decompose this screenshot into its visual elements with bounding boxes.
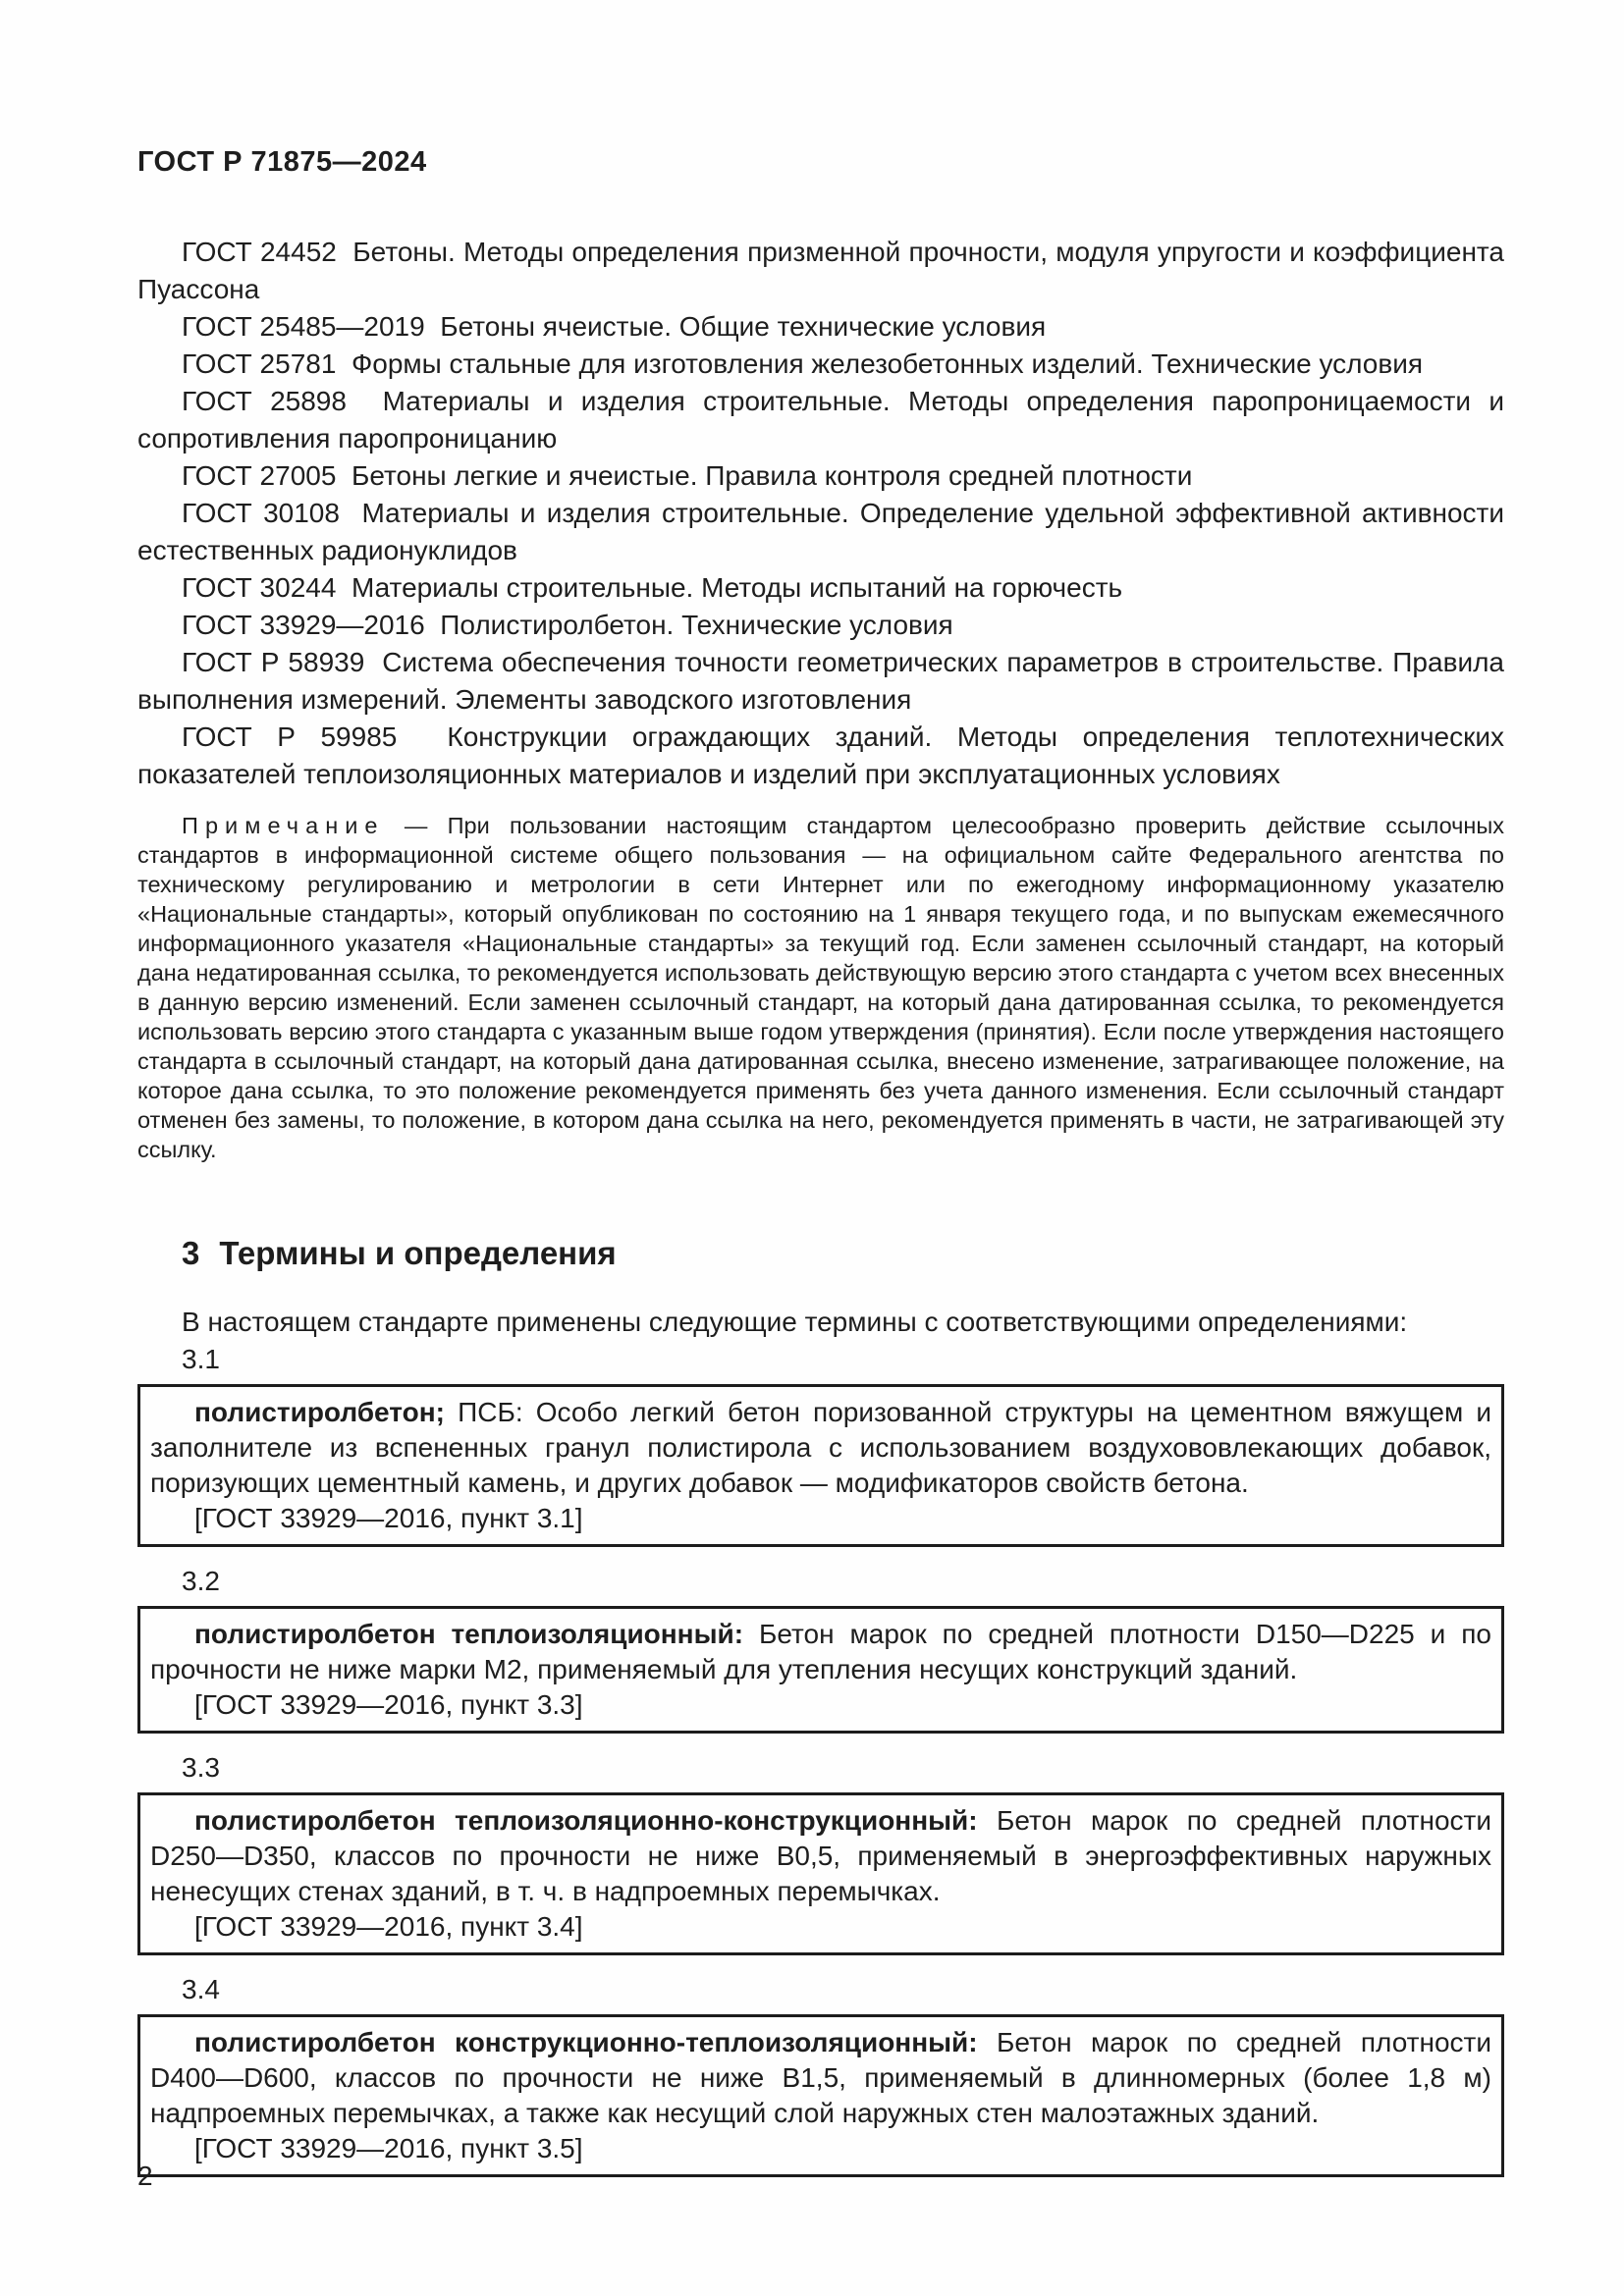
term-source: [ГОСТ 33929—2016, пункт 3.4] [194,1911,583,1942]
term-definition-box [137,1792,1504,1955]
note-label: Примечание [182,813,385,838]
term-definition-box [137,2014,1504,2177]
term-block [137,1341,1504,1547]
running-header: ГОСТ Р 71875—2024 [137,146,427,178]
term-block [137,1971,1504,2177]
term-text: Бетон марок по средней плотности D400—D600, классов по прочности не ниже В1,5, применяемый в длинномерных (более 1,8 м) надпроемных перемычках, а также как несущий слой наружных стен малоэтажных зданий. [150,2027,1491,2128]
term-definition [150,1395,1491,1501]
note-text: — При пользовании настоящим стандартом целесообразно проверить действие ссылочных стандартов в информационной системе общего пользования — на официальном сайте Федерального агентства по техническому регулированию и метрологии в сети Интернет или по ежегодному информационному указателю «Национальные стандарты», который опубликован по состоянию на 1 января текущего года, и по выпускам ежемесячного информационного указателя «Национальные стандарты» за текущий год. Если заменен ссылочный стандарт, на который дана недатированная ссылка, то рекомендуется использовать действующую версию этого стандарта с учетом всех внесенных в данную версию изменений. Если заменен ссылочный стандарт, на который дана датированная ссылка, то рекомендуется использовать версию этого стандарта с указанным выше годом утверждения (принятия). Если после утверждения настоящего стандарта в ссылочный стандарт, на который дана датированная ссылка, внесено изменение, затрагивающее положение, на которое дана ссылка, то это положение рекомендуется применять без учета данного изменения. Если ссылочный стандарт отменен без замены, то положение, в котором дана ссылка на него, рекомендуется применять в части, не затрагивающей эту ссылку. [137,813,1504,1162]
term-number: 3.4 [182,1974,220,2004]
term-definition [150,1803,1491,1909]
term-abbr: ПСБ: [444,1397,536,1427]
section-title: Термины и определения [219,1235,617,1271]
reference-item: ГОСТ Р 58939 Система обеспечения точности геометрических параметров в строительстве. Правила выполнения измерений. Элементы заводского изготовления [137,647,1504,715]
term-name: полистиролбетон конструкционно-теплоизоляционный: [194,2027,978,2057]
reference-item: ГОСТ 25781 Формы стальные для изготовления железобетонных изделий. Технические условия [182,348,1424,379]
term-name: полистиролбетон; [194,1397,445,1427]
reference-item: ГОСТ 25485—2019 Бетоны ячеистые. Общие технические условия [182,311,1047,342]
term-number: 3.1 [182,1344,220,1374]
references-list [137,234,1504,793]
terms-list [137,1341,1504,2177]
term-block [137,1563,1504,1734]
term-definition [150,2025,1491,2131]
section-intro: В настоящем стандарте применены следующие термины с соответствующими определениями: [182,1307,1408,1337]
term-definition-box [137,1606,1504,1734]
section-number: 3 [182,1235,200,1271]
term-definition-box [137,1384,1504,1547]
term-text: Бетон марок по средней плотности D250—D350, классов по прочности не ниже В0,5, применяемый в энергоэффективных наружных ненесущих стенах зданий, в т. ч. в надпроемных перемычках. [150,1805,1491,1906]
reference-item: ГОСТ 30244 Материалы строительные. Методы испытаний на горючесть [182,572,1123,603]
page-number: 2 [137,2161,153,2191]
reference-item: ГОСТ 33929—2016 Полистиролбетон. Технические условия [182,610,953,640]
term-name: полистиролбетон теплоизоляционный: [194,1619,744,1649]
reference-item: ГОСТ 24452 Бетоны. Методы определения призменной прочности, модуля упругости и коэффициента Пуассона [137,237,1504,304]
reference-item: ГОСТ 27005 Бетоны легкие и ячеистые. Правила контроля средней плотности [182,460,1193,491]
reference-item: ГОСТ 30108 Материалы и изделия строительные. Определение удельной эффективной активности естественных радионуклидов [137,498,1504,565]
reference-item: ГОСТ 25898 Материалы и изделия строительные. Методы определения паропроницаемости и сопротивления паропроницанию [137,386,1504,454]
term-name: полистиролбетон теплоизоляционно-конструкционный: [194,1805,978,1836]
term-definition [150,1617,1491,1687]
term-source: [ГОСТ 33929—2016, пункт 3.1] [194,1503,583,1533]
reference-item: ГОСТ Р 59985 Конструкции ограждающих зданий. Методы определения теплотехнических показателей теплоизоляционных материалов и изделий при эксплуатационных условиях [137,721,1504,789]
note-paragraph [137,811,1504,1164]
section-heading [137,1233,1504,1274]
term-text: Бетон марок по средней плотности D150—D225 и по прочности не ниже марки М2, применяемый для утепления несущих конструкций зданий. [150,1619,1492,1684]
term-number: 3.2 [182,1566,220,1596]
term-number: 3.3 [182,1752,220,1783]
term-block [137,1749,1504,1955]
term-text: Особо легкий бетон поризованной структуры на цементном вяжущем и заполнителе из вспененных гранул полистирола с использованием воздухововлекающих добавок, поризующих цементный камень, и других добавок — модификаторов свойств бетона. [150,1397,1491,1498]
term-source: [ГОСТ 33929—2016, пункт 3.3] [194,1689,583,1720]
term-source: [ГОСТ 33929—2016, пункт 3.5] [194,2133,583,2163]
